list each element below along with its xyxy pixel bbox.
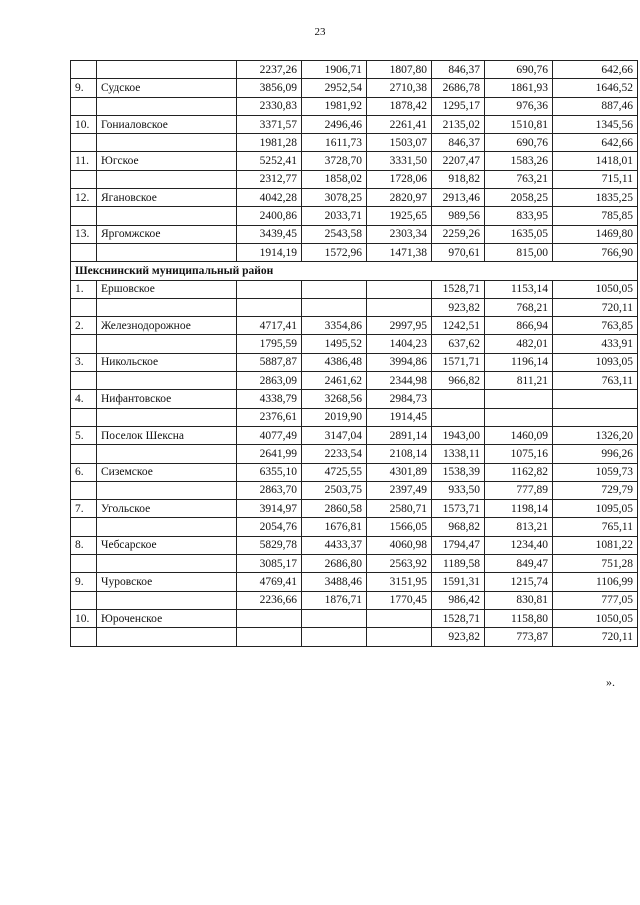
settlement-name: Чебсарское (97, 536, 237, 554)
table-row (71, 353, 638, 371)
value-cell (302, 628, 367, 646)
value-cell: 1914,19 (237, 243, 302, 261)
value-cell: 2058,25 (485, 189, 553, 207)
value-cell: 830,81 (485, 591, 553, 609)
settlement-name: Железнодорожное (97, 317, 237, 335)
value-cell: 2686,80 (302, 555, 367, 573)
value-cell: 2033,71 (302, 207, 367, 225)
value-cell: 1566,05 (367, 518, 432, 536)
settlement-name (97, 97, 237, 115)
row-number (71, 372, 97, 390)
value-cell: 637,62 (432, 335, 485, 353)
value-cell: 1495,52 (302, 335, 367, 353)
value-cell: 1676,81 (302, 518, 367, 536)
settlement-name: Ягановское (97, 189, 237, 207)
value-cell: 5887,87 (237, 353, 302, 371)
value-cell (553, 390, 638, 408)
value-cell: 2580,71 (367, 500, 432, 518)
value-cell (485, 390, 553, 408)
value-cell: 815,00 (485, 243, 553, 261)
value-cell: 846,37 (432, 61, 485, 79)
value-cell: 966,82 (432, 372, 485, 390)
value-cell: 2997,95 (367, 317, 432, 335)
settlement-name (97, 207, 237, 225)
value-cell: 773,87 (485, 628, 553, 646)
value-cell: 1198,14 (485, 500, 553, 518)
value-cell: 1106,99 (553, 573, 638, 591)
value-cell: 3078,25 (302, 189, 367, 207)
table-row (71, 591, 638, 609)
settlement-name: Угольское (97, 500, 237, 518)
value-cell: 2135,02 (432, 115, 485, 133)
settlement-name: Югское (97, 152, 237, 170)
value-cell: 5829,78 (237, 536, 302, 554)
value-cell: 2496,46 (302, 115, 367, 133)
table-row (71, 536, 638, 554)
settlement-name (97, 134, 237, 152)
settlement-name: Яргомжское (97, 225, 237, 243)
table-row (71, 79, 638, 97)
settlement-name (97, 61, 237, 79)
table-row (71, 134, 638, 152)
value-cell (237, 609, 302, 627)
row-number (71, 134, 97, 152)
page-number: 23 (314, 26, 326, 38)
value-cell: 1573,71 (432, 500, 485, 518)
row-number (71, 61, 97, 79)
row-number: 9. (71, 573, 97, 591)
value-cell: 923,82 (432, 628, 485, 646)
value-cell: 849,47 (485, 555, 553, 573)
value-cell: 2641,99 (237, 445, 302, 463)
settlement-name (97, 481, 237, 499)
value-cell: 2863,70 (237, 481, 302, 499)
value-cell: 1345,56 (553, 115, 638, 133)
value-cell: 1404,23 (367, 335, 432, 353)
value-cell (553, 408, 638, 426)
value-cell (302, 609, 367, 627)
settlement-name (97, 372, 237, 390)
section-title: Шекснинский муниципальный район (71, 262, 638, 280)
value-cell: 1914,45 (367, 408, 432, 426)
value-cell: 2312,77 (237, 170, 302, 188)
value-cell: 1234,40 (485, 536, 553, 554)
value-cell: 1794,47 (432, 536, 485, 554)
value-cell: 1646,52 (553, 79, 638, 97)
value-cell: 2686,78 (432, 79, 485, 97)
value-cell: 3085,17 (237, 555, 302, 573)
value-cell: 1215,74 (485, 573, 553, 591)
value-cell: 1295,17 (432, 97, 485, 115)
value-cell: 2952,54 (302, 79, 367, 97)
value-cell: 4060,98 (367, 536, 432, 554)
table-row (71, 317, 638, 335)
row-number: 11. (71, 152, 97, 170)
table-row (71, 97, 638, 115)
value-cell: 1158,80 (485, 609, 553, 627)
value-cell: 3371,57 (237, 115, 302, 133)
value-cell: 933,50 (432, 481, 485, 499)
value-cell: 3354,86 (302, 317, 367, 335)
value-cell: 2344,98 (367, 372, 432, 390)
value-cell: 1081,22 (553, 536, 638, 554)
value-cell: 729,79 (553, 481, 638, 499)
value-cell: 1050,05 (553, 609, 638, 627)
value-cell: 1460,09 (485, 426, 553, 444)
row-number: 5. (71, 426, 97, 444)
value-cell: 833,95 (485, 207, 553, 225)
value-cell: 996,26 (553, 445, 638, 463)
table-row (71, 408, 638, 426)
value-cell: 2400,86 (237, 207, 302, 225)
table-row (71, 298, 638, 316)
value-cell: 1510,81 (485, 115, 553, 133)
settlement-name (97, 555, 237, 573)
value-cell: 1538,39 (432, 463, 485, 481)
row-number: 12. (71, 189, 97, 207)
row-number (71, 170, 97, 188)
value-cell: 887,46 (553, 97, 638, 115)
value-cell (367, 298, 432, 316)
value-cell: 1835,25 (553, 189, 638, 207)
value-cell: 642,66 (553, 134, 638, 152)
table-row (71, 115, 638, 133)
row-number: 13. (71, 225, 97, 243)
value-cell: 6355,10 (237, 463, 302, 481)
settlement-name: Нифантовское (97, 390, 237, 408)
value-cell: 2543,58 (302, 225, 367, 243)
value-cell: 1093,05 (553, 353, 638, 371)
value-cell: 1583,26 (485, 152, 553, 170)
settlement-name (97, 445, 237, 463)
row-number: 10. (71, 115, 97, 133)
table-row (71, 61, 638, 79)
value-cell: 1471,38 (367, 243, 432, 261)
value-cell: 1095,05 (553, 500, 638, 518)
value-cell: 3331,50 (367, 152, 432, 170)
value-cell: 1050,05 (553, 280, 638, 298)
settlement-name: Поселок Шексна (97, 426, 237, 444)
value-cell: 2259,26 (432, 225, 485, 243)
settlement-name: Юроченское (97, 609, 237, 627)
row-number: 7. (71, 500, 97, 518)
value-cell: 720,11 (553, 628, 638, 646)
table-row (71, 463, 638, 481)
value-cell: 4338,79 (237, 390, 302, 408)
value-cell: 3914,97 (237, 500, 302, 518)
value-cell: 968,82 (432, 518, 485, 536)
value-cell: 4042,28 (237, 189, 302, 207)
value-cell: 811,21 (485, 372, 553, 390)
value-cell: 3268,56 (302, 390, 367, 408)
value-cell: 2503,75 (302, 481, 367, 499)
settlement-name: Гониаловское (97, 115, 237, 133)
settlement-name (97, 170, 237, 188)
table-row (71, 189, 638, 207)
value-cell: 2376,61 (237, 408, 302, 426)
value-cell: 846,37 (432, 134, 485, 152)
value-cell: 2054,76 (237, 518, 302, 536)
value-cell (302, 298, 367, 316)
value-cell: 4077,49 (237, 426, 302, 444)
settlement-name (97, 518, 237, 536)
table-row (71, 609, 638, 627)
table-row (71, 372, 638, 390)
row-number: 1. (71, 280, 97, 298)
settlement-name (97, 298, 237, 316)
tariff-table (70, 60, 638, 647)
settlement-name (97, 408, 237, 426)
value-cell: 766,90 (553, 243, 638, 261)
value-cell: 3147,04 (302, 426, 367, 444)
table-row (71, 426, 638, 444)
value-cell: 1075,16 (485, 445, 553, 463)
settlement-name (97, 243, 237, 261)
table-row (71, 170, 638, 188)
value-cell: 3488,46 (302, 573, 367, 591)
row-number: 4. (71, 390, 97, 408)
value-cell: 1469,80 (553, 225, 638, 243)
table-row (71, 152, 638, 170)
settlement-name: Судское (97, 79, 237, 97)
settlement-name (97, 591, 237, 609)
value-cell: 1571,71 (432, 353, 485, 371)
value-cell: 1861,93 (485, 79, 553, 97)
value-cell (367, 628, 432, 646)
value-cell: 2233,54 (302, 445, 367, 463)
value-cell: 1528,71 (432, 280, 485, 298)
value-cell: 1153,14 (485, 280, 553, 298)
settlement-name (97, 335, 237, 353)
value-cell: 1925,65 (367, 207, 432, 225)
value-cell: 1162,82 (485, 463, 553, 481)
value-cell: 768,21 (485, 298, 553, 316)
value-cell: 3728,70 (302, 152, 367, 170)
value-cell (237, 280, 302, 298)
value-cell: 1807,80 (367, 61, 432, 79)
value-cell: 1503,07 (367, 134, 432, 152)
table-row (71, 243, 638, 261)
value-cell: 1196,14 (485, 353, 553, 371)
value-cell: 2237,26 (237, 61, 302, 79)
value-cell: 2913,46 (432, 189, 485, 207)
value-cell: 5252,41 (237, 152, 302, 170)
value-cell: 1858,02 (302, 170, 367, 188)
row-number: 3. (71, 353, 97, 371)
settlement-name: Никольское (97, 353, 237, 371)
value-cell: 2261,41 (367, 115, 432, 133)
value-cell: 1059,73 (553, 463, 638, 481)
row-number: 2. (71, 317, 97, 335)
value-cell: 918,82 (432, 170, 485, 188)
table-row (71, 335, 638, 353)
value-cell: 3439,45 (237, 225, 302, 243)
value-cell: 813,21 (485, 518, 553, 536)
table-row (71, 573, 638, 591)
row-number: 9. (71, 79, 97, 97)
value-cell: 1981,92 (302, 97, 367, 115)
value-cell: 976,36 (485, 97, 553, 115)
table-row (71, 500, 638, 518)
value-cell: 1338,11 (432, 445, 485, 463)
row-number (71, 555, 97, 573)
value-cell: 763,11 (553, 372, 638, 390)
value-cell: 2461,62 (302, 372, 367, 390)
value-cell: 4386,48 (302, 353, 367, 371)
value-cell: 1770,45 (367, 591, 432, 609)
value-cell: 1418,01 (553, 152, 638, 170)
value-cell: 1611,73 (302, 134, 367, 152)
value-cell: 1189,58 (432, 555, 485, 573)
settlement-name (97, 628, 237, 646)
row-number (71, 298, 97, 316)
value-cell: 2863,09 (237, 372, 302, 390)
table-row (71, 207, 638, 225)
table-row (71, 390, 638, 408)
value-cell: 2207,47 (432, 152, 485, 170)
value-cell: 765,11 (553, 518, 638, 536)
value-cell: 2820,97 (367, 189, 432, 207)
table-row (71, 445, 638, 463)
row-number (71, 243, 97, 261)
value-cell: 1326,20 (553, 426, 638, 444)
value-cell (302, 280, 367, 298)
value-cell (432, 408, 485, 426)
value-cell: 2563,92 (367, 555, 432, 573)
value-cell: 923,82 (432, 298, 485, 316)
table-row (71, 280, 638, 298)
value-cell: 2330,83 (237, 97, 302, 115)
value-cell: 1795,59 (237, 335, 302, 353)
value-cell: 2891,14 (367, 426, 432, 444)
value-cell: 3151,95 (367, 573, 432, 591)
value-cell: 2303,34 (367, 225, 432, 243)
value-cell: 763,21 (485, 170, 553, 188)
settlement-name: Ершовское (97, 280, 237, 298)
value-cell: 1981,28 (237, 134, 302, 152)
value-cell: 970,61 (432, 243, 485, 261)
value-cell: 4433,37 (302, 536, 367, 554)
row-number (71, 591, 97, 609)
value-cell: 715,11 (553, 170, 638, 188)
value-cell: 3994,86 (367, 353, 432, 371)
value-cell (237, 298, 302, 316)
value-cell: 690,76 (485, 134, 553, 152)
table-row (71, 628, 638, 646)
value-cell: 2860,58 (302, 500, 367, 518)
table-row (71, 225, 638, 243)
value-cell (485, 408, 553, 426)
value-cell: 1943,00 (432, 426, 485, 444)
value-cell (367, 609, 432, 627)
value-cell: 777,89 (485, 481, 553, 499)
row-number (71, 207, 97, 225)
row-number (71, 445, 97, 463)
value-cell: 4769,41 (237, 573, 302, 591)
value-cell: 2019,90 (302, 408, 367, 426)
value-cell: 1906,71 (302, 61, 367, 79)
settlement-name: Чуровское (97, 573, 237, 591)
row-number (71, 97, 97, 115)
closing-mark: ». (606, 675, 615, 689)
value-cell: 690,76 (485, 61, 553, 79)
section-header-row (71, 262, 638, 280)
value-cell: 4717,41 (237, 317, 302, 335)
value-cell: 720,11 (553, 298, 638, 316)
value-cell: 2108,14 (367, 445, 432, 463)
row-number (71, 335, 97, 353)
value-cell: 777,05 (553, 591, 638, 609)
value-cell: 433,91 (553, 335, 638, 353)
value-cell: 2236,66 (237, 591, 302, 609)
row-number: 6. (71, 463, 97, 481)
row-number (71, 408, 97, 426)
table-row (71, 481, 638, 499)
value-cell: 989,56 (432, 207, 485, 225)
value-cell: 751,28 (553, 555, 638, 573)
value-cell: 642,66 (553, 61, 638, 79)
row-number (71, 518, 97, 536)
value-cell: 1635,05 (485, 225, 553, 243)
value-cell: 4301,89 (367, 463, 432, 481)
value-cell: 1572,96 (302, 243, 367, 261)
value-cell: 3856,09 (237, 79, 302, 97)
row-number: 8. (71, 536, 97, 554)
value-cell: 2710,38 (367, 79, 432, 97)
value-cell (432, 390, 485, 408)
value-cell: 785,85 (553, 207, 638, 225)
value-cell: 763,85 (553, 317, 638, 335)
row-number (71, 628, 97, 646)
value-cell: 1528,71 (432, 609, 485, 627)
value-cell: 1728,06 (367, 170, 432, 188)
value-cell: 482,01 (485, 335, 553, 353)
value-cell: 1591,31 (432, 573, 485, 591)
value-cell: 986,42 (432, 591, 485, 609)
table-row (71, 518, 638, 536)
value-cell: 1878,42 (367, 97, 432, 115)
value-cell: 866,94 (485, 317, 553, 335)
row-number (71, 481, 97, 499)
row-number: 10. (71, 609, 97, 627)
value-cell (237, 628, 302, 646)
table-row (71, 555, 638, 573)
value-cell: 1876,71 (302, 591, 367, 609)
value-cell (367, 280, 432, 298)
value-cell: 4725,55 (302, 463, 367, 481)
value-cell: 1242,51 (432, 317, 485, 335)
value-cell: 2984,73 (367, 390, 432, 408)
settlement-name: Сиземское (97, 463, 237, 481)
value-cell: 2397,49 (367, 481, 432, 499)
